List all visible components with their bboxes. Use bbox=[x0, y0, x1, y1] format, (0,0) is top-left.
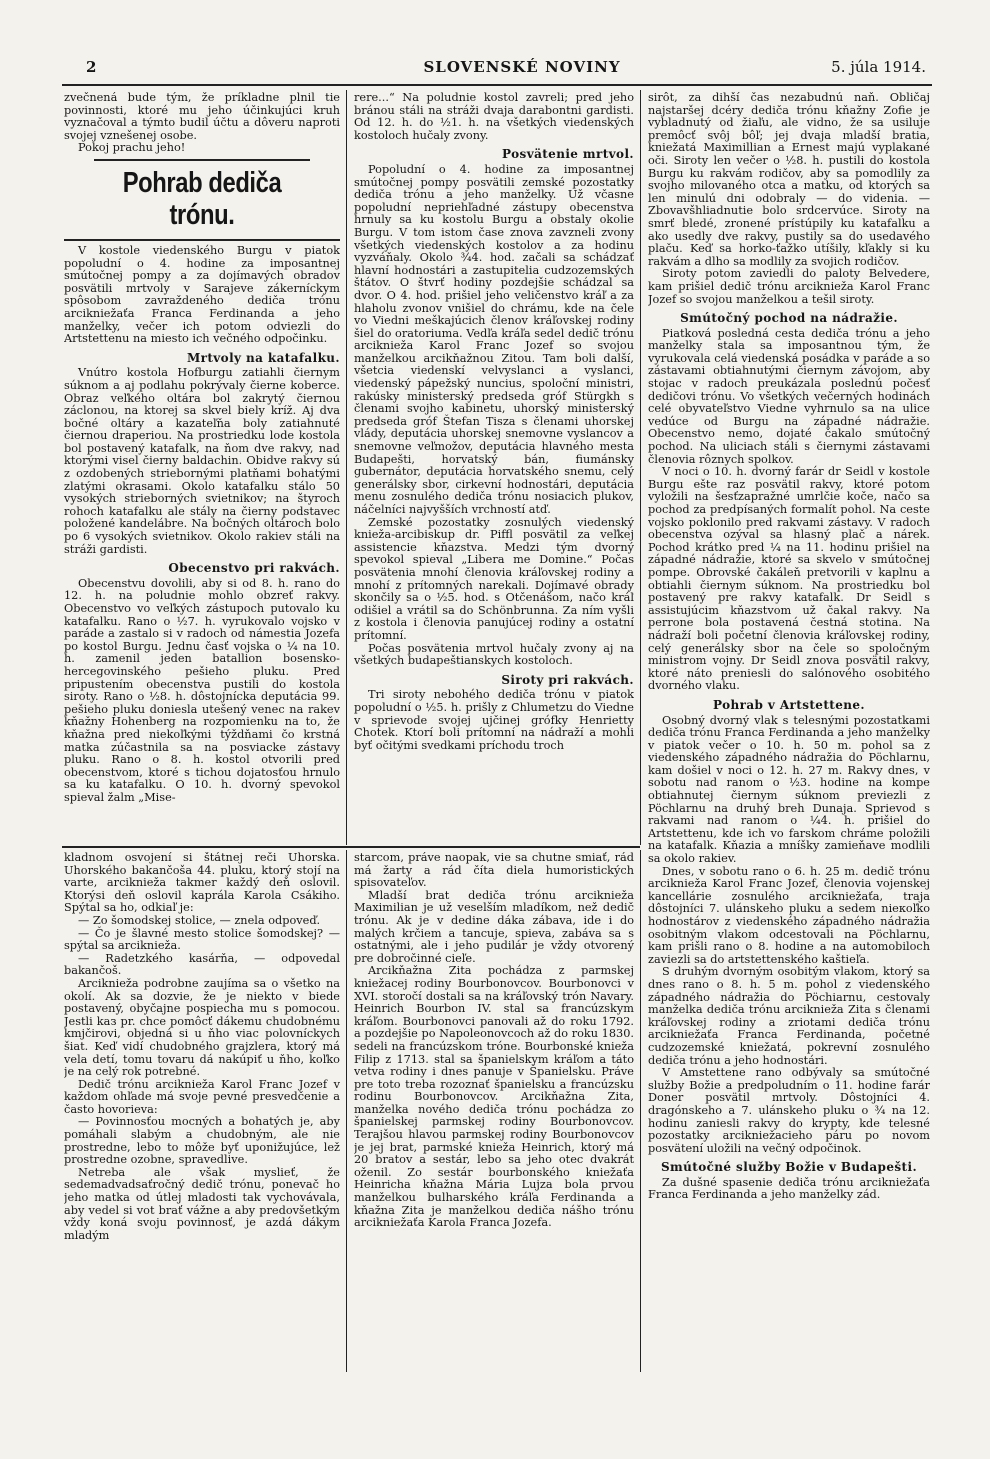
article-text: kladnom osvojení si štátnej reči Uhorska. Uhorského bakančoša 44. pluku, ktorý stojí na varte, arcikniežа takmer každý deň oslovil. Ktorýsi deň oslovil kaprála Karola Csákiho. Spýtal sa ho, odkiaľ je: bbox=[64, 852, 340, 915]
article-text: Obecenstvu dovolili, aby si od 8. h. rano do 12. h. na poludnie mohlo obzreť rakvy. Obecenstvo vo veľkých zástupoch putovalo ku katafalku. Rano o ½7. h. vyrukovalo vojsko v paráde a zastalo si v radoch od námestia Jozefa po kostol Burgu. Jednu časť vojska o ¼ na 10. h. zamenil jeden batallion bosensko-hercegovinského pešieho pluku. Pred pripustením obecenstva pustili do kostola siroty. Rano o ½8. h. dôstojnícka deputácia 99. pešieho pluku doniesla utešený venec na rakev kňažny Hohenberg na rozpomienku na to, že kňažna pred niekoľkými týždňami čo krstná matka zúčastnila sa na posviacke zástavy pluku. Rano o 8. h. kostol otvorili pred obecenstvom, ktoré s tichou dojatosťou hrnulo sa ku katafalku. O 10. h. dvorný spevokol spieval žalm „Mise- bbox=[64, 576, 340, 804]
article-text: Popoludní o 4. hodine za imposantnej smútočnej pompy posvätili zemské pozostatky dediča trónu a jeho manželky. Už včasne popoludní nepriehľadné zástupy obecenstva hrnuly sa ku kostolu Burgu a obstaly okolie Burgu. V tom istom čase znova zavzneli zvony všetkých viedenských kostolov a za hodinu vyzváňaly. Okolo ¾4. hod. začali sa schádzať hlavní hodnostári a zastupitelia cudzozemských štátov. O štvrť hodiny pozdejšie schádzal sa dvor. O 4. hod. prišiel jeho veličenstvo kráľ a za hlaholu zvonov vnišiel do chrámu, kde na čele vo Viedni meškajúcich členov kráľovskej rodiny šiel do oratoriuma. Vedľa kráľa sedel dedič trónu arcikniežа Karol Franc Jozef so svojou manželkou arcikňažnou Zitou. Tam boli další, všetcia viedenskí velvyslanci a vyslanci, viedenský pápežský nuncius, spoloční ministri, rakúsky ministerský predseda gróf Stürgkh s členami svojho kabinetu, uhorský ministerský predseda gróf Štefan Tisza s členami uhorskej vlády, deputácia uhorskej snemovne vyslancov a snemovne veľmožov, deputácia hlavného mesta Budapešti, horvatský bán, fiumánsky gubernátor, deputácia horvatského snemu, celý generálsky sbor, cirkevní hodnostári, deputácia menu zosnulého dediča trónu nosiacich plukov, náčelníci najvyšších vrchností atď. bbox=[354, 162, 634, 516]
article-text: Vnútro kostola Hofburgu zatiahli čiernym súknom a aj podlahu pokrývaly čierne koberce. Obraz veľkého oltára bol zakrytý čiernou záclonou, na ktorej sa skvel biely kríž. Aj dva bočné oltáry a kazateľňa boly zatiahnuté čiernou draperiou. Na prostriedku lode kostola bol postavený katafalk, na ňom dve rakvy, nad ktorými visel čierny baldachin. Obidve rakvy sú z ozdobených striebornými platňami bohatými zlatými okrasami. Okolo katafalku stálo 50 vysokých strieborných svietnikov; na štyroch rohoch katafalku ale stály na čierny podstavec položené kandelábre. Na bočných oltároch bolo po 6 vysokých svietnikov. Okolo rakiev stáli na stráži gardisti. bbox=[64, 366, 340, 556]
column-3 bbox=[648, 92, 930, 1372]
article-text: V Amstettene rano odbývaly sa smútočné služby Božie a predpoludním o 11. hodine farár Doner posvätil mrtvoly. Dôstojníci 4. dragónskeho a 7. ulánskeho pluku o ¾ na 12. hodinu zaniesli rakvy do krypty, kde telesné pozostatky arcikniežacieho páru po novom posvätení uložili na večný odpočinok. bbox=[648, 1066, 930, 1155]
article-text: Dnes, v sobotu rano o 6. h. 25 m. dedič trónu arcikniežа Karol Franc Jozef, členovia vojenskej kancellárie zosnulého arcikniežаťa, traja dôstojníci 7. ulánskeho pluku a sedem nieкoľko hodnostárov z viedenského západného nádražia osobitným vlakom odcestovali na Pöchlarnu, kam prišli rano o 8. hodine a na automobiloch zaviezli sa do artstettenského kaštieľa. bbox=[648, 864, 930, 966]
article-text: Za dušné spasenie dediča trónu arcikniežаťa Franca Ferdinanda a jeho manželky zád. bbox=[648, 1175, 930, 1202]
article-text: rere...“ Na poludnie kostol zavreli; pred jeho bránou stáli na stráži dvaja darabontni gardisti. Od 12. h. do ½1. h. na všetkých viedenských kostoloch hučaly zvony. bbox=[354, 92, 634, 142]
article-text: V kostole viedenského Burgu v piatok popoludní o 4. hodine za imposantnej smútočnej pompy a za dojímavých obradov posvätili mrtvoly v Sarajeve zákerníckym spôsobom zavraždeného dediča trónu arcikniežaťa Franca Ferdinanda a jeho manželky, večer ich potom odviezli do Artstettenu na miesto ich večného odpočinku. bbox=[64, 243, 340, 346]
article-text: V noci o 10. h. dvorný farár dr Seidl v kostole Burgu ešte raz posvätil rakvy, ktoré potom vyložili na šesťzapražné umrlčie koče, načo sa pochod za predpísaných formalít pohol. Na ceste vojsko poklonilo pred rakvami zástavy. V radoch obecenstva ozýval sa hlasný plač a nárek. Pochod krátko pred ¼ na 11. hodinu prišiel na západné nádražie, ktoré sa skvelo v smútočnej pompe. Obrovské čakáleň pretvorili v kaplnu a obtiahli čiernym súknom. Na prostriedku bol postavený pre rakvy katafalk. Dr Seidl s assistujúcim kňazstvom už čakal rakvy. Na perrone bola postavená čestná stotina. Na nádraží boli početní členovia kráľovskej rodiny, celý generálsky sbor na čele so spoločným ministrom vojny. Dr Seidl znova posvätil rakvy, ktoré náto preniesli do salónového osobitého dvorného vlaku. bbox=[648, 465, 930, 693]
page-number: 2 bbox=[86, 58, 97, 76]
issue-date: 5. júla 1914. bbox=[831, 58, 926, 76]
column-divider bbox=[346, 90, 347, 845]
article-text: sirôt, za dihší čas nezabudnú naň. Obličaj najstaršej dcéry dediča trónu kňažny Zofie je vybladnutý od žiaľu, ale vidno, že sa usiluje premôcť svôj bôľ; jej dvaja mladší bratia, kniežatá Maximillian a Ernest majú vyplakané oči. Siroty len večer o ½8. h. pustili do kostola Burgu ku rakvám rodičov, aby sa pomodlily za svojho milovaného otca a matku, od ktorých sa len minulú dni odobraly — do videnia. — Zbovavšhliadnutie bolo srdcervúce. Siroty na smrť bledé, zronené prístúpily ku katafalku a ako usedly dve rakvy, pustily sa do usedavého plaču. Keď sa horko-ťažko utíšily, kľakly si ku rakvám a dlho sa modlily za svojich rodičov. bbox=[648, 92, 930, 268]
column-divider bbox=[346, 850, 347, 1372]
subheading: Posvätenie mrtvol. bbox=[502, 147, 634, 162]
article-text: Pokoj prachu jeho! bbox=[78, 141, 186, 155]
subheading: Smútočný pochod na nádražie. bbox=[680, 311, 898, 326]
subheading: Pohrab v Artstettene. bbox=[712, 697, 865, 712]
column-2-lower bbox=[354, 852, 634, 1372]
article-text: starcom, práve naopak, vie sa chutne smiať, rád má žarty a rád číta diela humoristických spisovateľov. bbox=[354, 852, 634, 890]
subheading: Siroty pri rakvách. bbox=[501, 672, 634, 687]
subheading: Mrtvoly na katafalku. bbox=[186, 350, 340, 365]
article-text: — Radetzkého kasárňa, — odpovedal bakančoš. bbox=[64, 951, 340, 978]
subheading: Obecenstvo pri rakvách. bbox=[168, 561, 340, 576]
column-divider bbox=[640, 90, 641, 845]
column-1-upper bbox=[64, 92, 340, 844]
separator-rule bbox=[94, 159, 310, 161]
column-1-lower bbox=[64, 852, 340, 1372]
article-text: zvečnená bude tým, že príkladne plnil tie povinnosti, ktoré mu jeho účinkujúci kruh vyznačoval a týmto budil účtu a dôveru naproti svojej vznešenej osobe. bbox=[64, 92, 340, 142]
article-text: S druhým dvorným osobitým vlakom, ktorý sa dnes rano o 8. h. 5 m. pohol z viedenského západného nádražia do Pöchiarnu, cestovaly manželka dediča trónu arcikniežа Zita s členami kráľovskej rodiny a zriotami dediča trónu arcikniežаťa Franca Ferdinanda, početné cudzozemské kniežatá, pokrevní zosnulého dediča trónu a jeho hodnostári. bbox=[648, 965, 930, 1067]
article-text: Netreba ale však myslieť, že sedemadvadsaťročný dedič trónu, ponevač ho jeho matka od útlej mladosti tak vychovávala, aby vedel si vot brať vážne a aby predovšetkým vždy koná svoju povinnosť, je azdá dákym mladým bbox=[64, 1165, 340, 1242]
article-text: — Zo šomodskej stolice, — znela odpoveď. bbox=[78, 913, 321, 927]
subheading: Smútočné služby Božie v Budapešti. bbox=[660, 1160, 918, 1175]
separator-rule bbox=[64, 239, 340, 241]
newspaper-title: SLOVENSKÉ NOVINY bbox=[423, 58, 621, 76]
article-text: Piatková posledná cesta dediča trónu a jeho manželky stala sa imposantnou tým, že vyrukovala celá viedenská posádka v paráde a so zástavami obtiahnutými čiernym závojom, aby stojac v radoch preukázala poslednú počesť dedičovi trónu. Vo všetkých večerných hodinách celé obyvateľstvo Viedne vyhrnulo sa na ulice vedúce od Burgu na západné nádražie. Obecenstvo nemo, dojaté čakalo smútočný pochod. Na uliciach stáli s čiernymi zástavami členovia rôznych spolkov. bbox=[648, 326, 930, 466]
headline: Pohrab dediča trónu. bbox=[122, 166, 282, 231]
section-rule bbox=[62, 846, 640, 848]
article-text: Zemské pozostatky zosnulých viedenský kniežа-arcibiskup dr. Piffl posvätil za veľkej assistencie kňazstva. Medzi tým dvorný spevokol spieval „Libera me Domine.“ Počas posvätenia mnohí členovia kráľovskej rodiny a mnohí z prítomných narekali. Dojímavé obrady skončily sa o ½5. hod. s Otčenášom, načo kráľ odišiel a vrátil sa do Schönbrunna. Za ním vyšli z kostola i členovia panujúcej rodiny a ostatní prítomní. bbox=[354, 515, 634, 642]
article-text: Siroty potom zaviedli do paloty Belvedere, kam prišiel dedič trónu arcikniežа Karol Franc Jozef so svojou manželkou a tešil siroty. bbox=[648, 267, 930, 306]
article-text: Tri siroty nebohého dediča trónu v piatok popoludní o ½5. h. prišly z Chlumetzu do Viedne v sprievode svojej ujčinej grófky Henrietty Chotek. Ktorí boli prítomní na nádraží a mohli byť očitými svedkami príchodu troch bbox=[354, 688, 634, 752]
column-2-upper bbox=[354, 92, 634, 844]
column-divider bbox=[640, 850, 641, 1372]
article-text: — Čo je šlavné mesto stolice šomodskej? — spýtal sa arcikniežа. bbox=[64, 926, 340, 953]
article-text: Dedič trónu arcikniežа Karol Franc Jozef v každom ohľade má svoje pevné presvedčenie a často hovorieva: bbox=[64, 1077, 340, 1116]
masthead bbox=[62, 58, 932, 80]
article-text: Osobný dvorný vlak s telesnými pozostatkami dediča trónu Franca Ferdinanda a jeho manželky v piatok večer o 10. h. 50 m. pohol sa z viedenského západného nádražia do Pöchlarnu, kam došiel v noci o 12. h. 27 m. Rakvy dnes, v sobotu nad ranom o ½3. hodine na kompe obtiahnutej čiernym súknom previezli z Pöchlarnu na druhý breh Dunaja. Sprievod s rakvami nad ranom o ¼4. h. prišiel do Artstettenu, kde ich vo farskom chráme položili na katafalk. Kňazia a mníšky zamieňave modlili sa okolo rakiev. bbox=[648, 713, 930, 866]
article-text: — Povinnosťou mocných a bohatých je, aby pomáhali slabým a chudobným, ale nie prostredne, lebo to môže byť uponižujúce, lež prostredne ozobne, spravedlive. bbox=[64, 1115, 340, 1167]
masthead-rule bbox=[62, 84, 932, 86]
article-text: Arcikniežа podrobne zaujíma sa o všetko na okolí. Ak sa dozvie, že je niekto v biede postavený, obyčajne pospiecha mu s pomocou. Jestli kaз pr. chce pomôcť dákemu chudobnému kmjčirovi, objedná si u ňho viac polovníckych šiat. Keď vidí chudobného grajzlera, ktorý má vela detí, tomu tovaru dá nakúpiť u ňho, koľko je na celý rok potrebné. bbox=[64, 976, 340, 1079]
article-text: Počas posvätenia mrtvol hučaly zvony aj na všetkých budapeštianskych kostoloch. bbox=[354, 641, 634, 668]
article-text: Arcikňažna Zita pochádza z parmskej kniežacej rodiny Bourbonovcov. Bourbonovci v XVI. storočí dostali sa na kráľovský trón Navary. Heinrich Bourbon IV. stal sa francúzskym kráľom. Bourbonovci panovali až do roku 1792. a pozdejšie po Napoleonovcoch až do roku 1830. sedeli na francúzskom tróne. Bourbonské knieža Filip z 1713. stal sa španielskym kráľom a táto vetva rodiny i dnes panuje v Španielsku. Práve pre toto treba rozoznať španielsku a francúzsku rodinu Bourbonovcov. Arcikňažna Zita, manželka nového dediča trónu pochádza zo španielskej parmskej rodiny Bourbonovcov. Terajšou hlavou parmskej rodiny Bourbonovcov je jej brat, parmské knieža Heinrich, ktorý má 20 bratov a sestár, lebo sa jeho otec dvakrát oženil. Zo sestár bourbonského kniežaťa Heinricha kňažna Mária Lujza bola prvou manželkou bulharského kráľa Ferdinanda a kňažna Zita je manželkou dediča nášho trónu arcikniežаťa Karola Franca Jozefa. bbox=[354, 964, 634, 1230]
article-text: Mladší brat dediča trónu arcikniežа Maximilian je už veselším mladíkom, než dedič trónu. Ak je v dedine dáka zábava, ide i do malých krčiem a tancuje, spieva, zabáva sa s ostatnými, ale i jeho pudilár je vždy otvorený pre dobročinné cieľe. bbox=[354, 888, 634, 965]
